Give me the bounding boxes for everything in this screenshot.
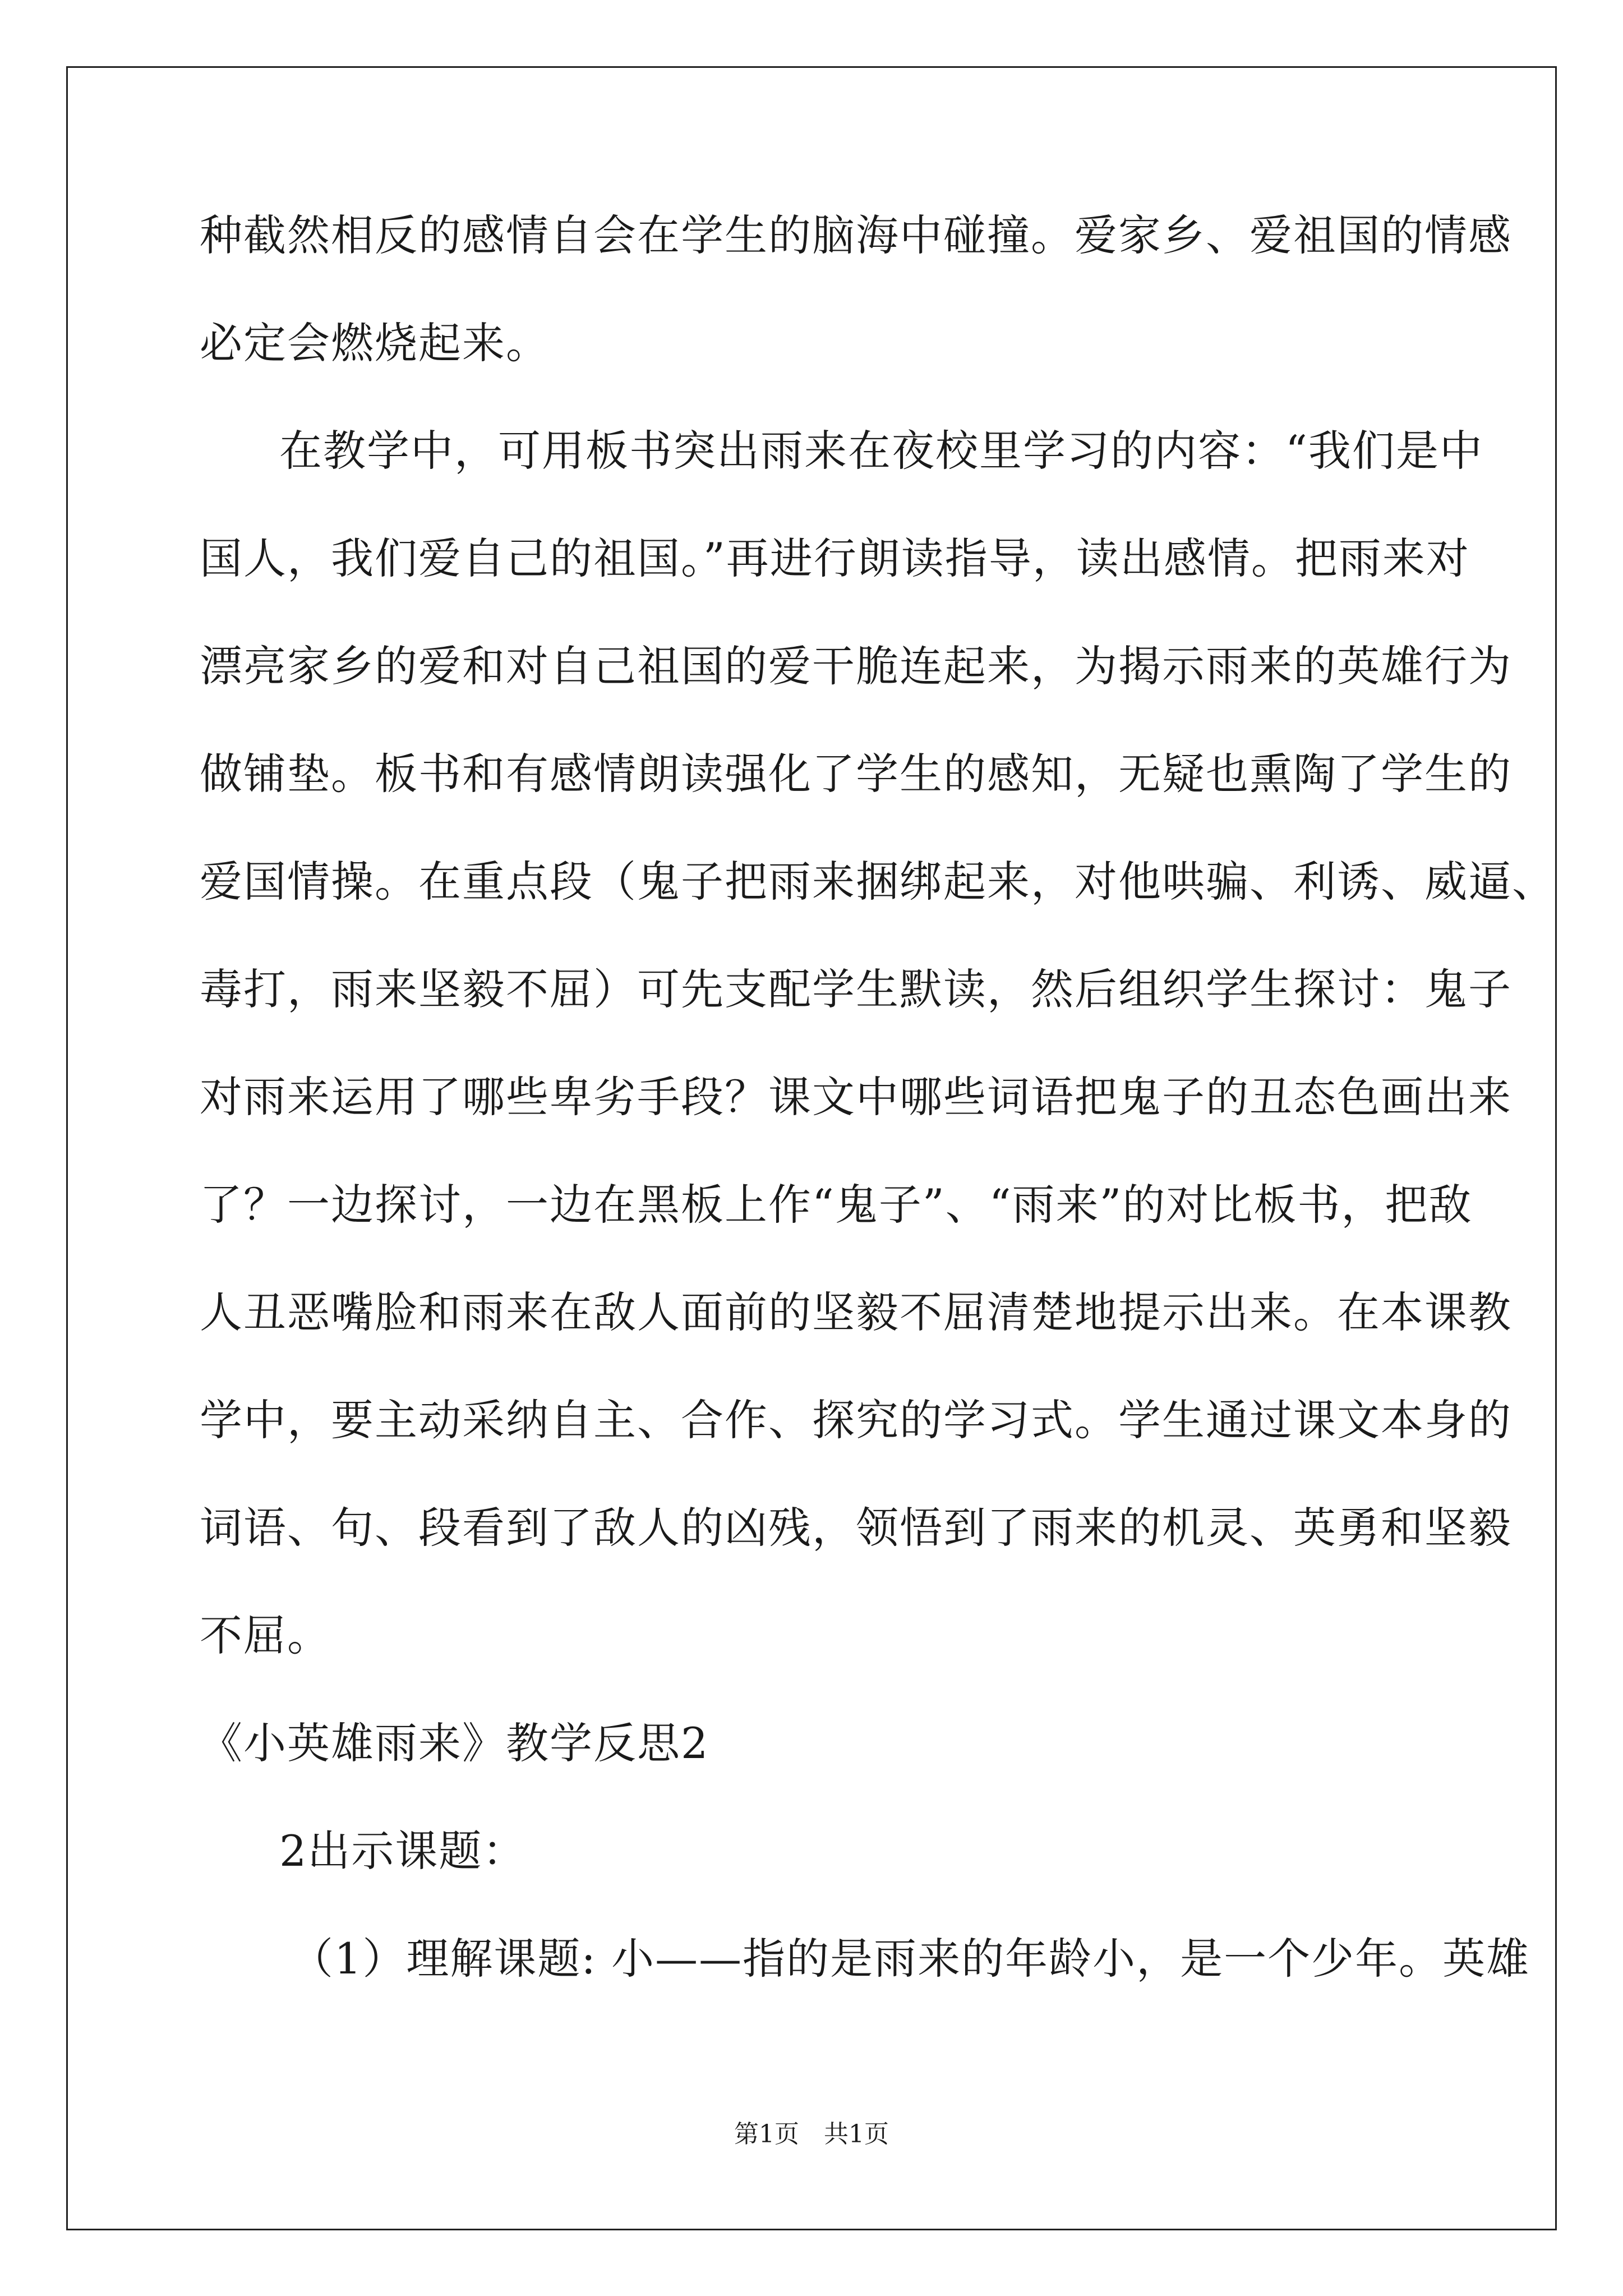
text-line: 词语、句、段看到了敌人的凶残，领悟到了雨来的机灵、英勇和坚毅	[200, 1503, 1512, 1553]
text-line: 漂亮家乡的爱和对自己祖国的爱干脆连起来，为揭示雨来的英雄行为	[200, 641, 1512, 691]
text-line: 爱国情操。在重点段（鬼子把雨来捆绑起来，对他哄骗、利诱、威逼、	[200, 857, 1556, 907]
text-line: 人丑恶嘴脸和雨来在敌人面前的坚毅不屈清楚地提示出来。在本课教	[200, 1287, 1512, 1337]
text-line: 种截然相反的感情自会在学生的脑海中碰撞。爱家乡、爱祖国的情感	[200, 210, 1512, 260]
paragraph-start-line: 在教学中，可用板书突出雨来在夜校里学习的内容：“我们是中	[279, 426, 1483, 476]
text-line: 学中，要主动采纳自主、合作、探究的学习式。学生通过课文本身的	[200, 1395, 1512, 1445]
document-body	[200, 210, 1556, 2044]
paragraph-start-line: （1）理解课题: 小——指的是雨来的年龄小，是一个少年。英雄	[291, 1934, 1530, 1984]
text-line: 毒打，雨来坚毅不屈）可先支配学生默读，然后组织学生探讨：鬼子	[200, 964, 1512, 1014]
text-line: 必定会燃烧起来。	[200, 318, 550, 368]
section-heading: 《小英雄雨来》教学反思2	[200, 1718, 709, 1768]
page-footer: 第1页 共1页	[734, 2120, 889, 2148]
text-line: 了？一边探讨，一边在黑板上作“鬼子”、“雨来”的对比板书，把敌	[200, 1180, 1473, 1230]
paragraph-start-line: 2出示课题：	[279, 1826, 527, 1876]
text-line: 不屈。	[200, 1611, 331, 1660]
text-line: 做铺垫。板书和有感情朗读强化了学生的感知，无疑也熏陶了学生的	[200, 749, 1512, 799]
text-line: 对雨来运用了哪些卑劣手段？课文中哪些词语把鬼子的丑态色画出来	[200, 1072, 1512, 1122]
text-line: 国人，我们爱自己的祖国。”再进行朗读指导，读出感情。把雨来对	[200, 533, 1470, 583]
